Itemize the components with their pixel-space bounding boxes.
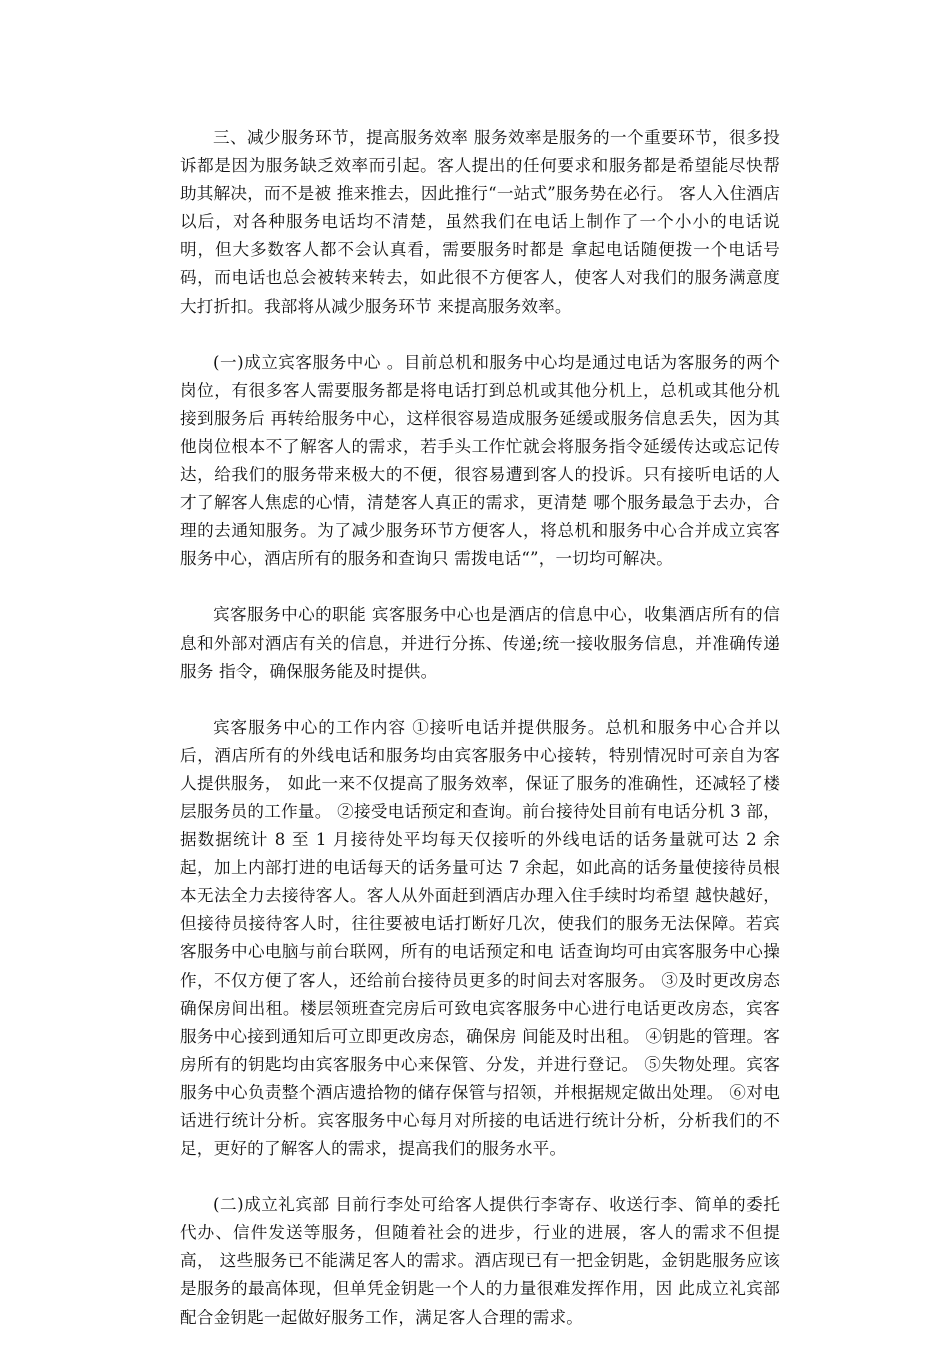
document-page (180, 124, 780, 1360)
paragraph-service-center-work: 宾客服务中心的工作内容 ①接听电话并提供服务。总机和服务中心合并以后，酒店所有的外线电话和服务均由宾客服务中心接转，特别情况时可亲自为客人提供服务， 如此一来不仅提高了服务效率，保证了服务的准确性，还减轻了楼层服务员的工作量。 ②接受电话预定和查询。前台接待处目前有电话分机 3 部，据数据统计 8 至 1 月接待处平均每天仅接听的外线电话的话务量就可达 2 余起，加上内部打进的电话每天的话务量可达 7 余起，如此高的话务量使接待员根本无法全力去接待客人。客人从外面赶到酒店办理入住手续时均希望 越快越好，但接待员接待客人时，往往要被电话打断好几次，使我们的服务无法保障。若宾客服务中心电脑与前台联网，所有的电话预定和电 话查询均可由宾客服务中心操作，不仅方便了客人，还给前台接待员更多的时间去对客服务。 ③及时更改房态确保房间出租。楼层领班查完房后可致电宾客服务中心进行电话更改房态，宾客服务中心接到通知后可立即更改房态，确保房 间能及时出租。 ④钥匙的管理。客房所有的钥匙均由宾客服务中心来保管、分发，并进行登记。 ⑤失物处理。宾客服务中心负责整个酒店遗拾物的储存保管与招领，并根据规定做出处理。 ⑥对电话进行统计分析。宾客服务中心每月对所接的电话进行统计分析，分析我们的不足，更好的了解客人的需求，提高我们的服务水平。 (180, 717, 780, 1159)
paragraph-concierge-department: (二)成立礼宾部 目前行李处可给客人提供行李寄存、收送行李、简单的委托代办、信件发送等服务，但随着社会的进步，行业的进展，客人的需求不但提高， 这些服务已不能满足客人的需求。酒店现已有一把金钥匙，金钥匙服务应该是服务的最高体现，但单凭金钥匙一个人的力量很难发挥作用，因 此成立礼宾部配合金钥匙一起做好服务工作，满足客人合理的需求。 (180, 1195, 780, 1327)
paragraph-guest-service-center: (一)成立宾客服务中心 。目前总机和服务中心均是通过电话为客服务的两个岗位，有很多客人需要服务都是将电话打到总机或其他分机上，总机或其他分机接到服务后 再转给服务中心，这样很容易造成服务延缓或服务信息丢失，因为其他岗位根本不了解客人的需求，若手头工作忙就会将服务指令延缓传达或忘记传达，给我们的服务带来极大的不便，很容易遭到客人的投诉。只有接听电话的人才了解客人焦虑的心情，清楚客人真正的需求，更清楚 哪个服务最急于去办，合理的去通知服务。为了减少服务环节方便客人，将总机和服务中心合并成立宾客服务中心，酒店所有的服务和查询只 需拨电话“”，一切均可解决。 (180, 352, 780, 569)
paragraph-service-center-duties: 宾客服务中心的职能 宾客服务中心也是酒店的信息中心，收集酒店所有的信息和外部对酒店有关的信息，并进行分拣、传递;统一接收服务信息，并准确传递服务 指令，确保服务能及时提供。 (180, 605, 780, 681)
paragraph-reduce-service-steps: 三、减少服务环节，提高服务效率 服务效率是服务的一个重要环节，很多投诉都是因为服务缺乏效率而引起。客人提出的任何要求和服务都是希望能尽快帮助其解决，而不是被 推来推去，因此推行“一站式”服务势在必行。 客人入住酒店以后，对各种服务电话均不清楚，虽然我们在电话上制作了一个小小的电话说明，但大多数客人都不会认真看，需要服务时都是 拿起电话随便拨一个电话号码，而电话也总会被转来转去，如此很不方便客人，使客人对我们的服务满意度大打折扣。我部将从减少服务环节 来提高服务效率。 (180, 128, 780, 316)
